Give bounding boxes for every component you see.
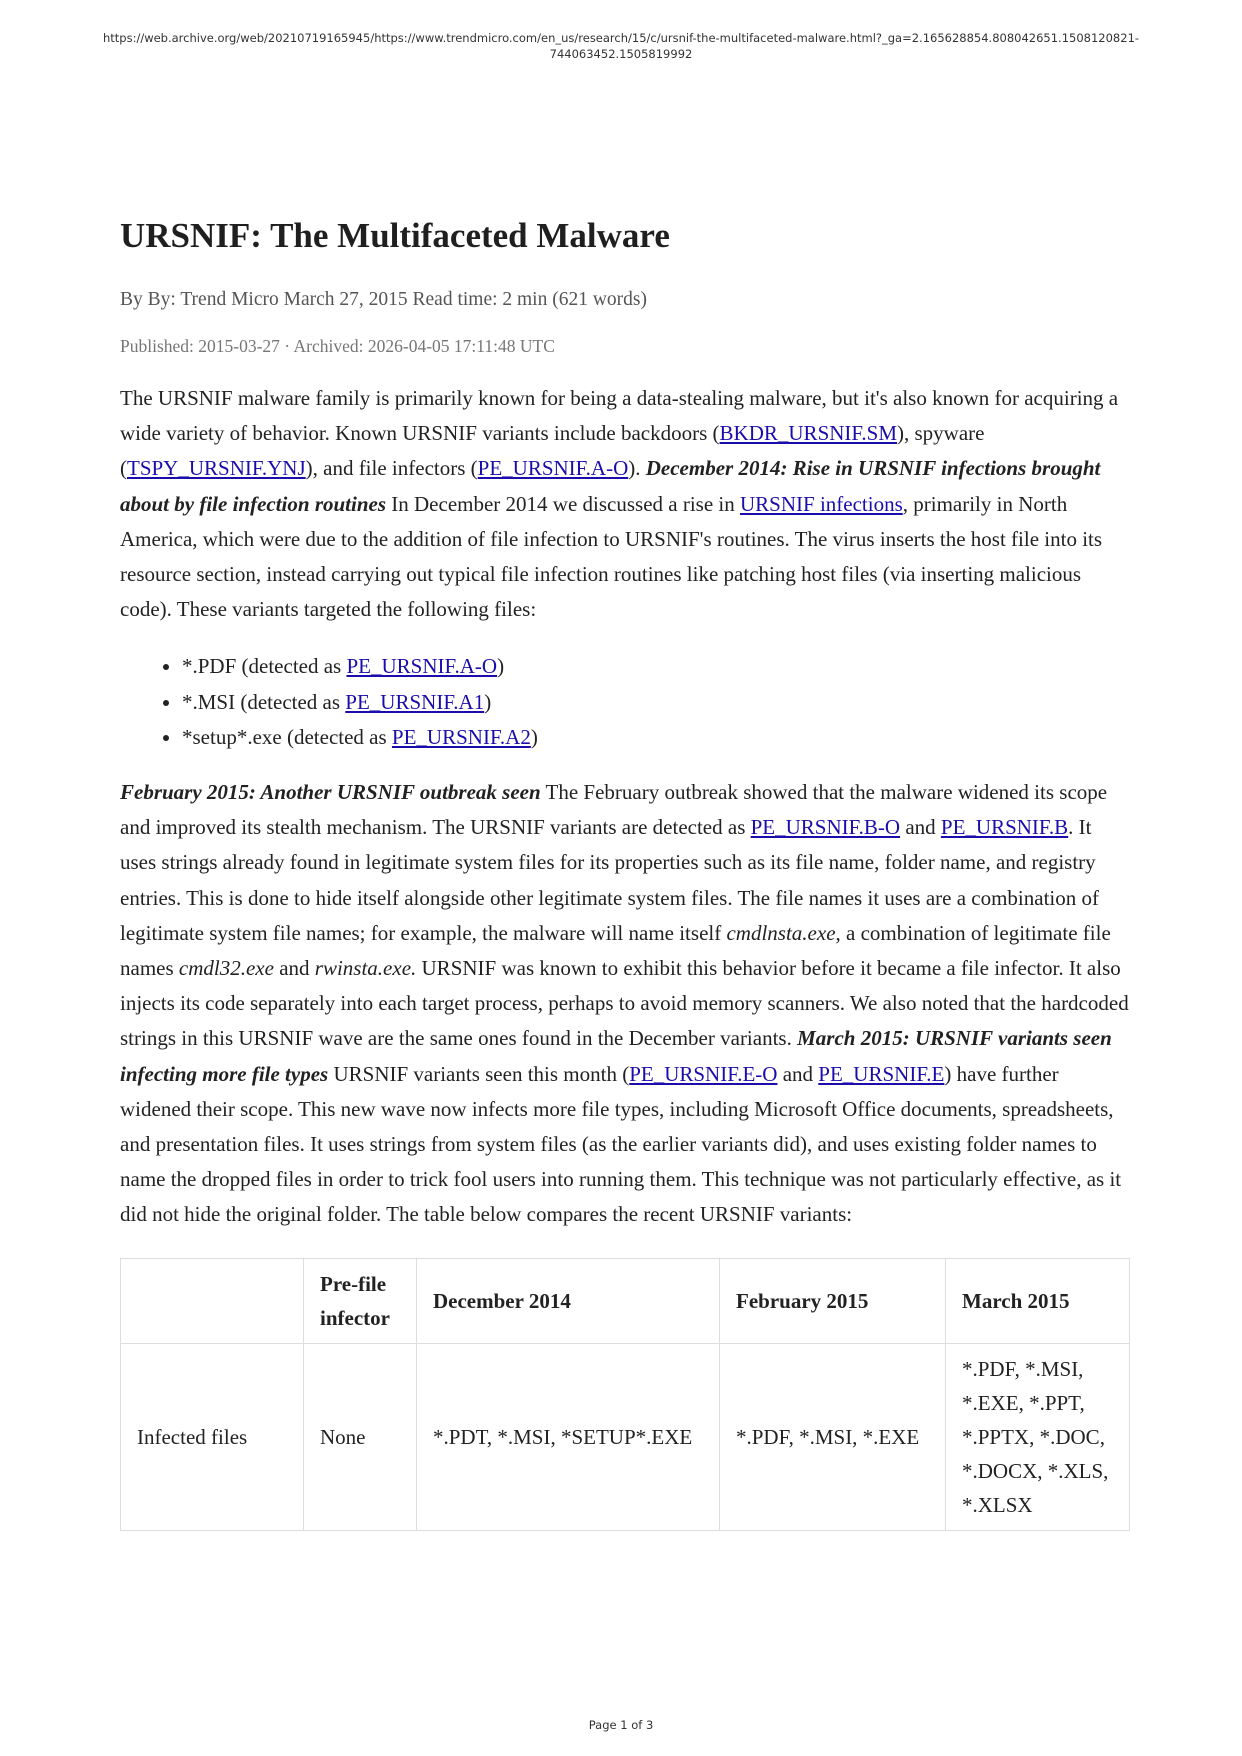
table-row — [121, 1343, 1130, 1530]
text: and — [273, 956, 315, 981]
text: In December 2014 we discussed a rise in — [386, 491, 740, 516]
table-header-row — [121, 1258, 1130, 1343]
section-heading-mar-2015: March 2015: URSNIF variants seen infecting more file types — [120, 1026, 1112, 1086]
table-header: December 2014 — [417, 1258, 720, 1343]
link-pe-ursnif-b[interactable]: PE_URSNIF.B — [940, 815, 1069, 840]
text: *.MSI (detected as — [182, 689, 346, 714]
published-line: Published: 2015-03-27 · Archived: 2026-04-05 17:11:48 UTC — [120, 336, 555, 356]
archive-url-line2: 744063452.1505819992 — [549, 47, 693, 61]
text: ), spyware ( — [120, 421, 985, 481]
list-item — [182, 685, 1130, 720]
link-pe-ursnif-a-o[interactable]: PE_URSNIF.A-O — [477, 456, 629, 481]
archive-url-line1: https://web.archive.org/web/20210719165945/https://www.trendmicro.com/en_us/research/15/c/ursnif-the-multifaceted-malware.html?_ga=2.165628854.808042651.1508120821- — [102, 31, 1140, 45]
table-cell: *.PDT, *.MSI, *SETUP*.EXE — [417, 1343, 720, 1530]
targeted-files-list — [120, 649, 1130, 755]
link-pe-ursnif-e-o[interactable]: PE_URSNIF.E-O — [629, 1061, 778, 1086]
filename-italic: cmdlnsta.exe — [726, 920, 836, 945]
text: URSNIF was known to exhibit this behavior before it became a file infector. It also injects its code separately into each target process, perhaps to avoid memory scanners. We also noted that the hardcoded strings in this URSNIF wave are the same ones found in the December variants. — [120, 956, 1129, 1051]
table-header: February 2015 — [720, 1258, 946, 1343]
link-pe-ursnif-a2[interactable]: PE_URSNIF.A2 — [391, 724, 531, 749]
byline: By By: Trend Micro March 27, 2015 Read time: 2 min (621 words) — [120, 289, 648, 310]
text: The February outbreak showed that the malware widened its scope and improved its stealth mechanism. The URSNIF variants are detected as — [120, 780, 1108, 840]
text: ), and file infectors ( — [305, 456, 478, 481]
link-tspy-ursnif-ynj[interactable]: TSPY_URSNIF.YNJ — [127, 456, 306, 481]
filename-italic: rwinsta.exe. — [314, 956, 417, 981]
variants-comparison-table — [120, 1258, 1130, 1531]
text: and — [777, 1061, 819, 1086]
text: ) — [497, 654, 505, 679]
table-header — [121, 1258, 304, 1343]
text: ) — [484, 689, 492, 714]
feb-mar-paragraph — [120, 775, 1130, 1233]
link-ursnif-infections[interactable]: URSNIF infections — [740, 491, 903, 516]
text: , a combination of legitimate file names — [120, 920, 1111, 981]
article-title: URSNIF: The Multifaceted Malware — [120, 216, 670, 255]
table-cell: Infected files — [121, 1343, 304, 1530]
intro-paragraph — [120, 381, 1130, 627]
text: and — [900, 815, 941, 840]
link-pe-ursnif-a1[interactable]: PE_URSNIF.A1 — [345, 689, 485, 714]
list-item — [182, 720, 1130, 755]
list-item — [182, 649, 1130, 684]
link-pe-ursnif-e[interactable]: PE_URSNIF.E — [818, 1061, 945, 1086]
text: The URSNIF malware family is primarily known for being a data-stealing malware, but it's also known for acquiring a wide variety of behavior. Known URSNIF variants include backdoors ( — [120, 386, 1119, 446]
text: *setup*.exe (detected as — [182, 724, 392, 749]
text: ) — [530, 724, 538, 749]
table-cell: None — [304, 1343, 417, 1530]
link-pe-ursnif-a-o[interactable]: PE_URSNIF.A-O — [346, 654, 498, 679]
text: , primarily in North America, which were due to the addition of file infection to URSNIF's routines. The virus inserts the host file into its resource section, instead carrying out typical file infection routines like patching host files (via inserting malicious code). These variants targeted the following files: — [120, 491, 1103, 622]
text: . It uses strings already found in legitimate system files for its properties such as its file name, folder name, and registry entries. This is done to hide itself alongside other legitimate system files. The file names it uses are a combination of legitimate system file names; for example, the malware will name itself — [120, 815, 1099, 945]
link-pe-ursnif-b-o[interactable]: PE_URSNIF.B-O — [750, 815, 901, 840]
article — [120, 212, 1130, 1531]
text: ) have further widened their scope. This new wave now infects more file types, including Microsoft Office documents, spreadsheets, and presentation files. It uses strings from system files (as the earlier variants did), and uses existing folder names to name the dropped files in order to trick fool users into running them. This technique was not particularly effective, as it did not hide the original folder. The table below compares the recent URSNIF variants: — [120, 1061, 1122, 1227]
table-header: March 2015 — [946, 1258, 1130, 1343]
section-heading-feb-2015: February 2015: Another URSNIF outbreak seen — [120, 780, 541, 805]
text: ). — [628, 456, 646, 481]
table-cell: *.PDF, *.MSI, *.EXE, *.PPT, *.PPTX, *.DOC, *.DOCX, *.XLS, *.XLSX — [946, 1343, 1130, 1530]
text: URSNIF variants seen this month ( — [328, 1061, 630, 1086]
table-cell: *.PDF, *.MSI, *.EXE — [720, 1343, 946, 1530]
text: *.PDF (detected as — [182, 654, 347, 679]
page-number: Page 1 of 3 — [588, 1718, 654, 1732]
table-header: Pre-file infector — [304, 1258, 417, 1343]
archive-url — [90, 30, 1152, 62]
link-bkdr-ursnif-sm[interactable]: BKDR_URSNIF.SM — [719, 421, 898, 446]
section-heading-dec-2014: December 2014: Rise in URSNIF infections brought about by file infection routines — [120, 456, 1101, 516]
filename-italic: cmdl32.exe — [178, 956, 274, 981]
